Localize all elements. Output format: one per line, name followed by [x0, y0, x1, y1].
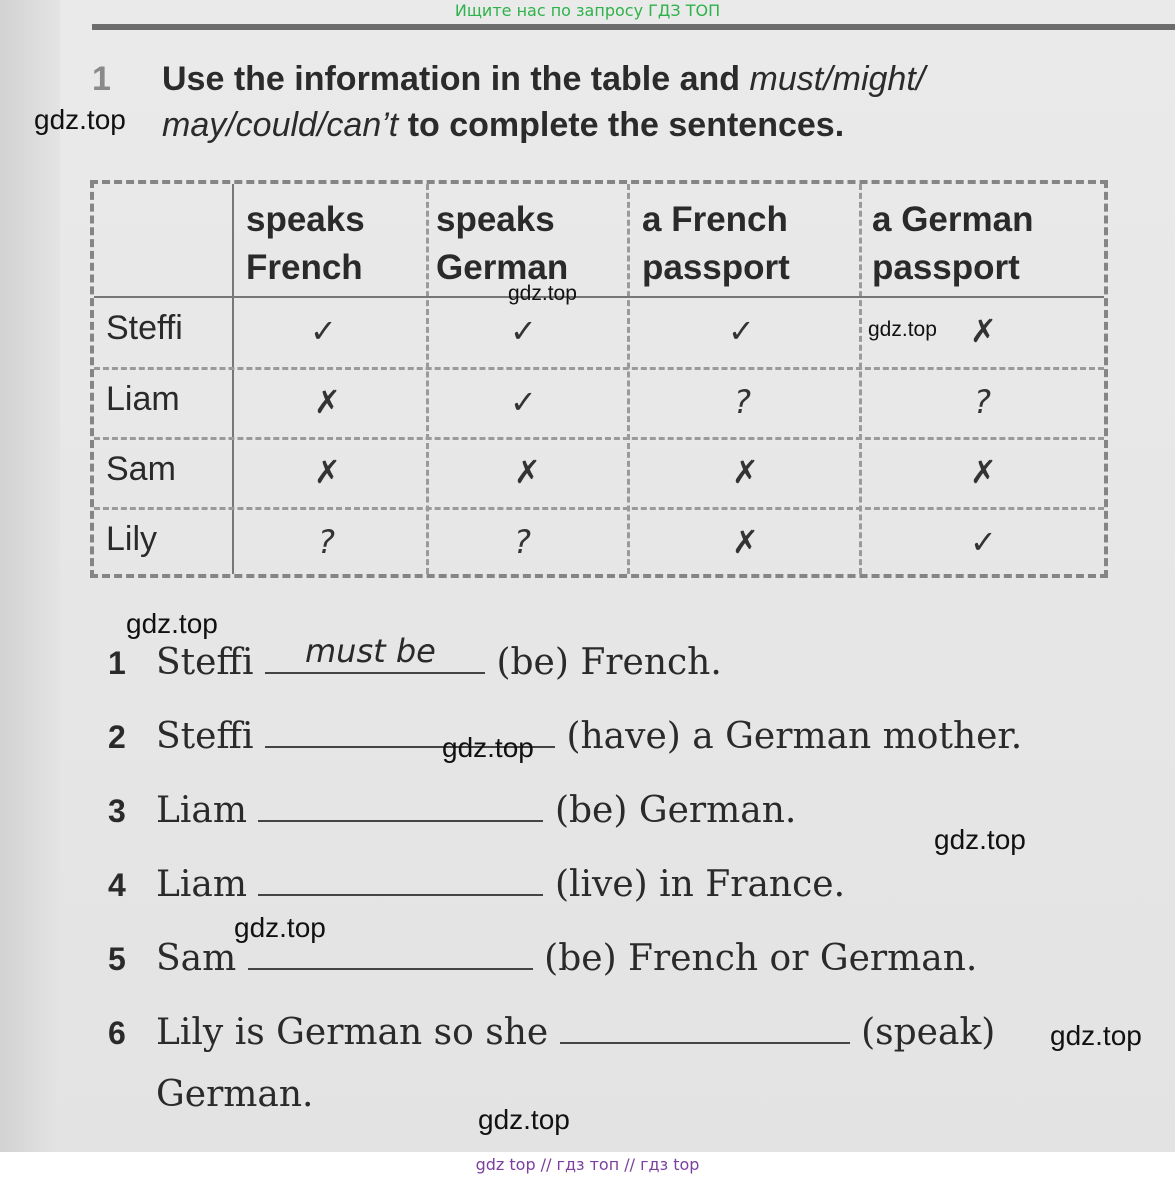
sentence-6-continued: German.	[156, 1074, 314, 1115]
sentence-number: 3	[108, 793, 126, 829]
table-cell-mark: ✗	[970, 312, 997, 350]
table-cell-mark: ✗	[732, 453, 759, 491]
sentence-number: 5	[108, 941, 126, 977]
table-cell-mark: ?	[514, 523, 531, 561]
answer-blank[interactable]	[258, 790, 543, 822]
sentence-rest: (be) French.	[496, 642, 722, 683]
watermark: gdz.top	[126, 608, 218, 639]
sentence-number: 1	[108, 645, 126, 681]
sentence-4	[108, 864, 845, 905]
task-instruction-line2	[162, 106, 844, 145]
info-table	[90, 180, 1108, 578]
instruction-text: Use the information in the table and	[162, 60, 741, 98]
header-line: speaks	[436, 200, 555, 239]
row-name-steffi: Steffi	[106, 309, 183, 347]
instruction-modals-1: must/might/	[749, 60, 926, 98]
sentence-subject: Liam	[156, 864, 248, 905]
header-line: passport	[872, 248, 1020, 287]
table-cell-mark: ?	[974, 383, 991, 421]
task-number: 1	[92, 60, 111, 98]
task-instruction-line1	[162, 60, 925, 99]
header-french-passport	[642, 196, 790, 292]
table-divider	[859, 184, 862, 574]
top-rule	[92, 24, 1175, 30]
table-cell-mark: ✗	[732, 523, 759, 561]
table-cell-mark: ✓	[728, 312, 755, 350]
table-divider	[94, 437, 1104, 440]
sentence-rest: (be) German.	[554, 790, 797, 831]
instruction-modals-2: may/could/can’t	[162, 106, 399, 144]
row-name-sam: Sam	[106, 450, 176, 488]
sentence-rest: (live) in France.	[554, 864, 846, 905]
header-line: French	[246, 248, 363, 287]
table-cell-mark: ✓	[510, 312, 537, 350]
sentence-subject: Sam	[156, 938, 237, 979]
sentence-5	[108, 938, 977, 979]
header-line: a French	[642, 200, 788, 239]
watermark: gdz.top	[934, 824, 1026, 855]
table-cell-mark: ?	[734, 383, 751, 421]
answer-blank[interactable]	[560, 1012, 850, 1044]
row-name-lily: Lily	[106, 520, 158, 558]
table-cell-mark: ✓	[310, 312, 337, 350]
sentence-number: 4	[108, 867, 126, 903]
table-cell-mark: ✗	[314, 453, 341, 491]
table-divider	[426, 184, 429, 574]
sentence-6	[108, 1012, 995, 1053]
header-speaks-french	[246, 196, 365, 292]
watermark: gdz.top	[868, 318, 937, 341]
watermark: gdz.top	[1050, 1020, 1142, 1051]
table-divider	[94, 296, 1104, 298]
footer-links[interactable]: gdz top // гдз топ // гдз top	[0, 1152, 1175, 1180]
table-cell-mark: ✗	[970, 453, 997, 491]
sentence-rest: (speak)	[861, 1012, 996, 1053]
table-divider	[232, 184, 234, 574]
answer-blank[interactable]	[265, 632, 485, 674]
header-line: speaks	[246, 200, 365, 239]
sentence-subject: Liam	[156, 790, 248, 831]
table-cell-mark: ✗	[314, 383, 341, 421]
sentence-3	[108, 790, 796, 831]
sentence-subject: Steffi	[156, 716, 254, 757]
watermark: gdz.top	[442, 732, 534, 763]
watermark: gdz.top	[508, 282, 577, 305]
watermark: gdz.top	[478, 1104, 570, 1135]
table-cell-mark: ?	[318, 523, 335, 561]
page-edge-shadow	[0, 0, 60, 1152]
handwritten-answer: must be	[304, 632, 436, 670]
header-speaks-german	[436, 196, 568, 292]
instruction-text: to complete the sentences.	[407, 106, 845, 144]
watermark: gdz.top	[34, 104, 126, 135]
sentence-number: 2	[108, 719, 126, 755]
sentence-1	[108, 632, 722, 683]
sentence-rest: (have) a German mother.	[566, 716, 1023, 757]
row-name-liam: Liam	[106, 380, 180, 418]
sentence-rest: (be) French or German.	[544, 938, 978, 979]
watermark: gdz.top	[234, 912, 326, 943]
header-line: German	[436, 248, 569, 287]
table-cell-mark: ✓	[970, 523, 997, 561]
header-line: a German	[872, 200, 1034, 239]
table-cell-mark: ✗	[514, 453, 541, 491]
table-divider	[627, 184, 630, 574]
answer-blank[interactable]	[258, 864, 543, 896]
table-cell-mark: ✓	[510, 383, 537, 421]
sentence-subject: Steffi	[156, 642, 254, 683]
sentence-number: 6	[108, 1015, 126, 1051]
header-german-passport	[872, 196, 1033, 292]
table-divider	[94, 367, 1104, 370]
sentence-2	[108, 716, 1022, 757]
header-line: passport	[642, 248, 790, 287]
sentence-subject: Lily is German so she	[156, 1012, 549, 1053]
top-banner[interactable]: Ищите нас по запросу ГДЗ ТОП	[454, 1, 721, 20]
table-divider	[94, 507, 1104, 510]
